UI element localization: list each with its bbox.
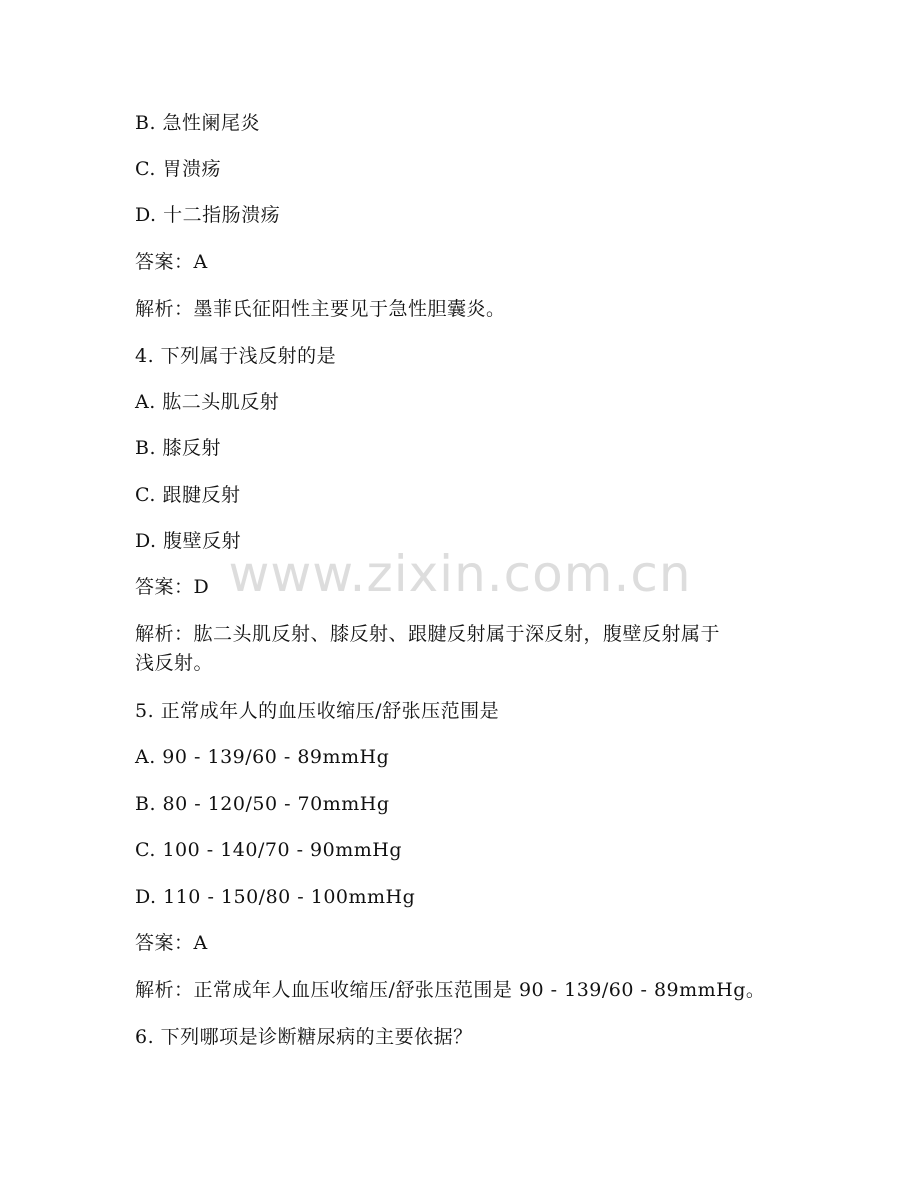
option-c-q3: C. 胃溃疡 — [135, 158, 221, 180]
option-c-q4: C. 跟腱反射 — [135, 484, 241, 506]
answer-q3: 答案：A — [135, 251, 208, 273]
explanation-q4: 解析：肱二头肌反射、膝反射、跟腱反射属于深反射，腹壁反射属于 — [135, 623, 721, 645]
explanation-q5: 解析：正常成年人血压收缩压/舒张压范围是 90 - 139/60 - 89mmHg。 — [135, 979, 766, 1001]
answer-q5: 答案：A — [135, 932, 208, 954]
explanation-q4-cont: 浅反射。 — [135, 652, 214, 674]
question-6: 6. 下列哪项是诊断糖尿病的主要依据？ — [135, 1026, 473, 1048]
option-b-q3: B. 急性阑尾炎 — [135, 112, 261, 134]
answer-q4: 答案：D — [135, 576, 210, 598]
option-a-q5: A. 90 - 139/60 - 89mmHg — [135, 746, 390, 768]
option-c-q5: C. 100 - 140/70 - 90mmHg — [135, 839, 402, 861]
explanation-q3: 解析：墨菲氏征阳性主要见于急性胆囊炎。 — [135, 298, 506, 320]
option-a-q4: A. 肱二头肌反射 — [135, 391, 280, 413]
option-d-q5: D. 110 - 150/80 - 100mmHg — [135, 886, 416, 908]
option-b-q4: B. 膝反射 — [135, 437, 222, 459]
option-b-q5: B. 80 - 120/50 - 70mmHg — [135, 793, 390, 815]
option-d-q4: D. 腹壁反射 — [135, 530, 242, 552]
option-d-q3: D. 十二指肠溃疡 — [135, 204, 281, 226]
question-4: 4. 下列属于浅反射的是 — [135, 345, 337, 367]
watermark: www.zixin.com.cn — [228, 545, 692, 603]
question-5: 5. 正常成年人的血压收缩压/舒张压范围是 — [135, 700, 500, 722]
